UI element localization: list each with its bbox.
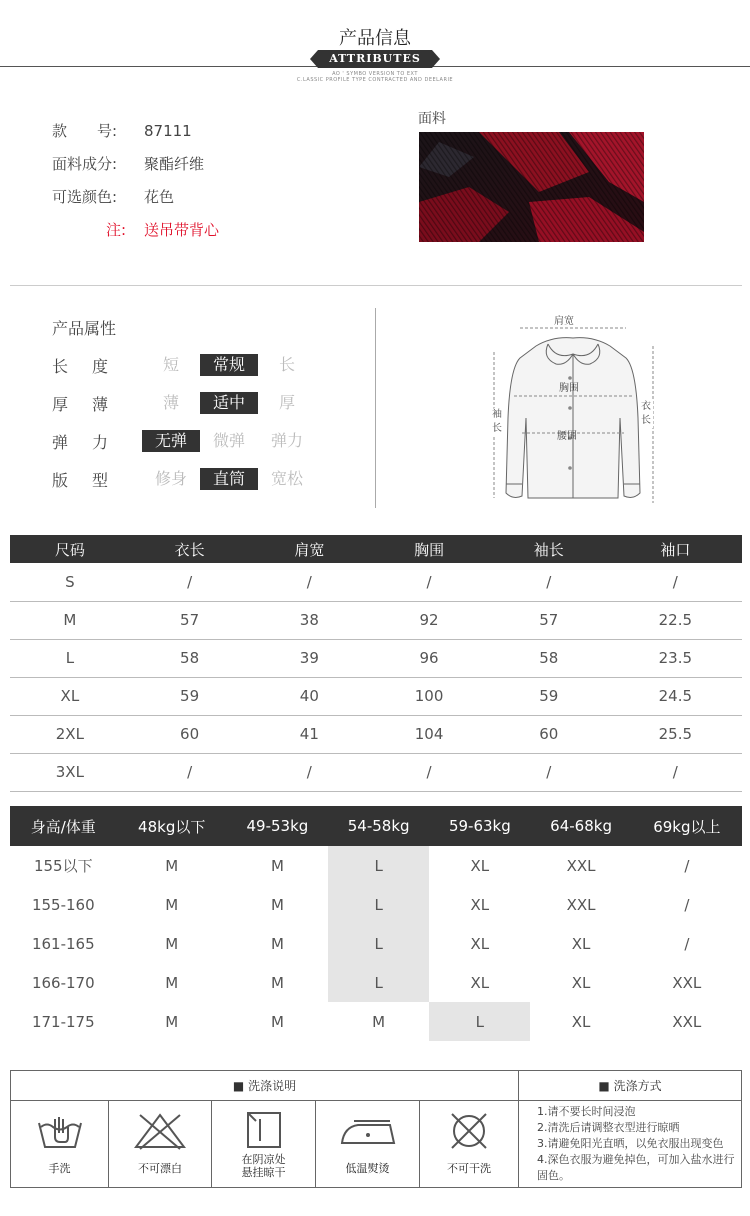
table-cell: XL <box>571 973 591 992</box>
info-note-row <box>52 219 219 241</box>
table-row <box>10 963 742 1002</box>
table-row <box>10 846 742 885</box>
table-row <box>10 601 742 639</box>
table-cell: 100 <box>369 677 489 715</box>
table-cell: / <box>130 753 250 791</box>
attribute-option: 短 <box>162 355 179 374</box>
attribute-option: 修身 <box>154 469 187 488</box>
table-cell: L <box>328 924 429 963</box>
table-cell: XXL <box>672 973 702 992</box>
fit-table-header: 49-53kg <box>227 806 328 846</box>
wash-label: 低温熨烫 <box>345 1162 390 1175</box>
wash-note: 3.请避免阳光直晒，以免衣服出现变色 <box>537 1137 724 1150</box>
table-cell: / <box>609 563 742 601</box>
table-cell: M <box>165 895 179 914</box>
table-cell: M <box>165 856 179 875</box>
table-cell: S <box>10 563 130 601</box>
label-shoulder: 肩宽 <box>554 316 574 327</box>
table-cell: 23.5 <box>609 639 742 677</box>
table-cell: 60 <box>489 715 609 753</box>
table-cell: 3XL <box>10 753 130 791</box>
label-chest: 胸围 <box>559 383 579 394</box>
size-table-header: 袖长 <box>489 535 609 563</box>
attribute-option: 宽松 <box>270 469 303 488</box>
table-row <box>10 715 742 753</box>
table-cell: M <box>165 973 179 992</box>
wash-label: 不可漂白 <box>138 1162 182 1175</box>
fit-table-header: 59-63kg <box>429 806 530 846</box>
section-divider <box>10 285 742 286</box>
size-table-header: 胸围 <box>369 535 489 563</box>
header-subtext: AO ' SYMBO VERSION TO EXT <box>332 71 418 77</box>
no-bleach-icon <box>132 1109 188 1153</box>
table-cell: 58 <box>489 639 609 677</box>
table-cell: L <box>328 885 429 924</box>
table-cell: 155以下 <box>33 857 93 875</box>
table-cell: 57 <box>130 601 250 639</box>
table-cell: M <box>372 1012 386 1031</box>
wash-method-title: 洗涤方式 <box>613 1079 662 1093</box>
wash-item-no-dry-clean <box>420 1101 519 1187</box>
attribute-option-selected: 常规 <box>200 354 258 376</box>
table-cell: 104 <box>369 715 489 753</box>
table-cell: 2XL <box>10 715 130 753</box>
table-cell: M <box>165 934 179 953</box>
table-cell: 58 <box>130 639 250 677</box>
attributes-title: 产品属性 <box>52 319 117 338</box>
attribute-label: 版型 <box>52 471 133 490</box>
table-cell: / <box>684 934 690 953</box>
table-cell: 39 <box>249 639 369 677</box>
table-cell: / <box>489 563 609 601</box>
fit-table-header: 69kg以上 <box>632 806 742 846</box>
wash-note: 4.深色衣服为避免掉色，可加入盐水进行固色。 <box>537 1153 735 1182</box>
section-title: 产品信息 <box>339 28 411 49</box>
table-cell: 155-160 <box>31 895 95 914</box>
wash-care-panel <box>10 1070 742 1188</box>
table-cell: XL <box>571 934 591 953</box>
attribute-label: 厚薄 <box>52 395 133 414</box>
no-dry-clean-icon <box>446 1109 492 1153</box>
fit-table-header: 64-68kg <box>530 806 631 846</box>
wash-item-hang-dry <box>212 1101 316 1187</box>
info-value: 聚酯纤维 <box>144 155 205 173</box>
attribute-option-selected: 无弹 <box>142 430 200 452</box>
table-cell: M <box>270 856 284 875</box>
shirt-measurement-diagram <box>478 308 668 513</box>
table-cell: XL <box>10 677 130 715</box>
table-row <box>10 924 742 963</box>
fabric-swatch-image <box>419 132 644 242</box>
table-cell: / <box>684 895 690 914</box>
hand-wash-icon <box>35 1109 85 1153</box>
table-cell: M <box>270 934 284 953</box>
label-length: 衣长 <box>641 401 651 426</box>
table-cell: / <box>249 563 369 601</box>
wash-label-line: 悬挂晾干 <box>241 1166 286 1179</box>
fit-recommendation-table <box>10 806 742 1041</box>
wash-instructions-title: 洗涤说明 <box>248 1079 297 1093</box>
note-label: 注: <box>105 221 126 239</box>
table-cell: M <box>10 601 130 639</box>
wash-item-hand-wash <box>11 1101 109 1187</box>
table-cell: M <box>270 973 284 992</box>
table-row <box>10 1002 742 1041</box>
table-cell: L <box>10 639 130 677</box>
attribute-option: 长 <box>278 355 295 374</box>
hang-dry-shade-icon <box>242 1109 286 1153</box>
table-cell: 38 <box>249 601 369 639</box>
table-cell: 24.5 <box>609 677 742 715</box>
info-label: 款 号: <box>52 122 118 140</box>
table-cell: / <box>609 753 742 791</box>
table-cell: 59 <box>489 677 609 715</box>
table-cell: L <box>328 846 429 885</box>
fit-table-header: 54-58kg <box>328 806 429 846</box>
table-cell: 22.5 <box>609 601 742 639</box>
wash-label: 不可干洗 <box>447 1162 491 1175</box>
table-cell: M <box>270 1012 284 1031</box>
table-cell: 57 <box>489 601 609 639</box>
table-cell: 96 <box>369 639 489 677</box>
size-chart-table <box>10 535 742 792</box>
fit-table-header: 身高/体重 <box>10 806 117 846</box>
header-subtext: C.LASSIC PROFILE TYPE CONTRACTED AND DEELARIE <box>296 77 454 83</box>
attribute-label: 长度 <box>52 357 133 376</box>
table-cell: XXL <box>672 1012 702 1031</box>
table-cell: L <box>328 963 429 1002</box>
table-cell: / <box>489 753 609 791</box>
table-cell: 171-175 <box>31 1012 95 1031</box>
table-row <box>10 753 742 791</box>
table-cell: XL <box>470 856 490 875</box>
table-cell: 161-165 <box>31 934 95 953</box>
wash-notes <box>529 1102 741 1184</box>
attribute-option: 微弹 <box>212 431 245 450</box>
table-cell: / <box>369 753 489 791</box>
table-cell: XL <box>470 934 490 953</box>
low-iron-icon <box>338 1109 398 1153</box>
table-cell: 40 <box>249 677 369 715</box>
note-value: 送吊带背心 <box>144 221 220 239</box>
fit-table-header: 48kg以下 <box>117 806 227 846</box>
wash-label: 手洗 <box>48 1162 71 1175</box>
table-row <box>10 639 742 677</box>
attribute-option: 薄 <box>162 393 179 412</box>
wash-instructions-header: ■ 洗涤说明 <box>11 1071 519 1101</box>
table-cell: L <box>429 1002 530 1041</box>
table-cell: 92 <box>369 601 489 639</box>
info-label: 可选颜色: <box>52 188 118 206</box>
table-cell: 60 <box>130 715 250 753</box>
table-row <box>10 885 742 924</box>
label-waist: 腰围 <box>557 431 577 442</box>
attribute-option: 弹力 <box>270 431 303 450</box>
wash-note: 1.请不要长时间浸泡 <box>537 1105 636 1118</box>
wash-label-line: 在阴凉处 <box>241 1153 286 1166</box>
size-table-header: 尺码 <box>10 535 130 563</box>
info-style-row <box>52 120 192 142</box>
table-row <box>10 563 742 601</box>
info-label: 面料成分: <box>52 155 118 173</box>
wash-item-low-iron <box>316 1101 420 1187</box>
info-value: 87111 <box>144 122 192 140</box>
table-cell: / <box>130 563 250 601</box>
vertical-divider <box>375 308 376 508</box>
table-cell: / <box>249 753 369 791</box>
info-value: 花色 <box>144 188 175 206</box>
wash-method-header: ■ 洗涤方式 <box>519 1071 741 1101</box>
size-table-header: 衣长 <box>130 535 250 563</box>
table-cell: 41 <box>249 715 369 753</box>
table-cell: / <box>684 856 690 875</box>
table-cell: M <box>270 895 284 914</box>
table-cell: XXL <box>566 856 596 875</box>
size-table-header: 肩宽 <box>249 535 369 563</box>
table-cell: M <box>165 1012 179 1031</box>
attribute-option-selected: 适中 <box>200 392 258 414</box>
table-cell: XL <box>470 973 490 992</box>
info-material-row <box>52 153 204 175</box>
table-cell: 59 <box>130 677 250 715</box>
table-cell: / <box>369 563 489 601</box>
label-sleeve: 袖长 <box>492 409 502 434</box>
table-row <box>10 677 742 715</box>
table-cell: XXL <box>566 895 596 914</box>
table-cell: 166-170 <box>31 973 95 992</box>
table-cell: XL <box>571 1012 591 1031</box>
wash-label <box>212 1153 315 1179</box>
attribute-option: 厚 <box>278 393 295 412</box>
wash-note: 2.清洗后请调整衣型进行晾晒 <box>537 1121 680 1134</box>
wash-item-no-bleach <box>109 1101 212 1187</box>
size-table-header: 袖口 <box>609 535 742 563</box>
table-cell: 25.5 <box>609 715 742 753</box>
fabric-label: 面料 <box>418 111 446 127</box>
attributes-banner: ATTRIBUTES <box>318 50 432 68</box>
attribute-option-selected: 直筒 <box>200 468 258 490</box>
info-color-row <box>52 186 174 208</box>
table-cell: XL <box>470 895 490 914</box>
attribute-label: 弹力 <box>52 433 133 452</box>
